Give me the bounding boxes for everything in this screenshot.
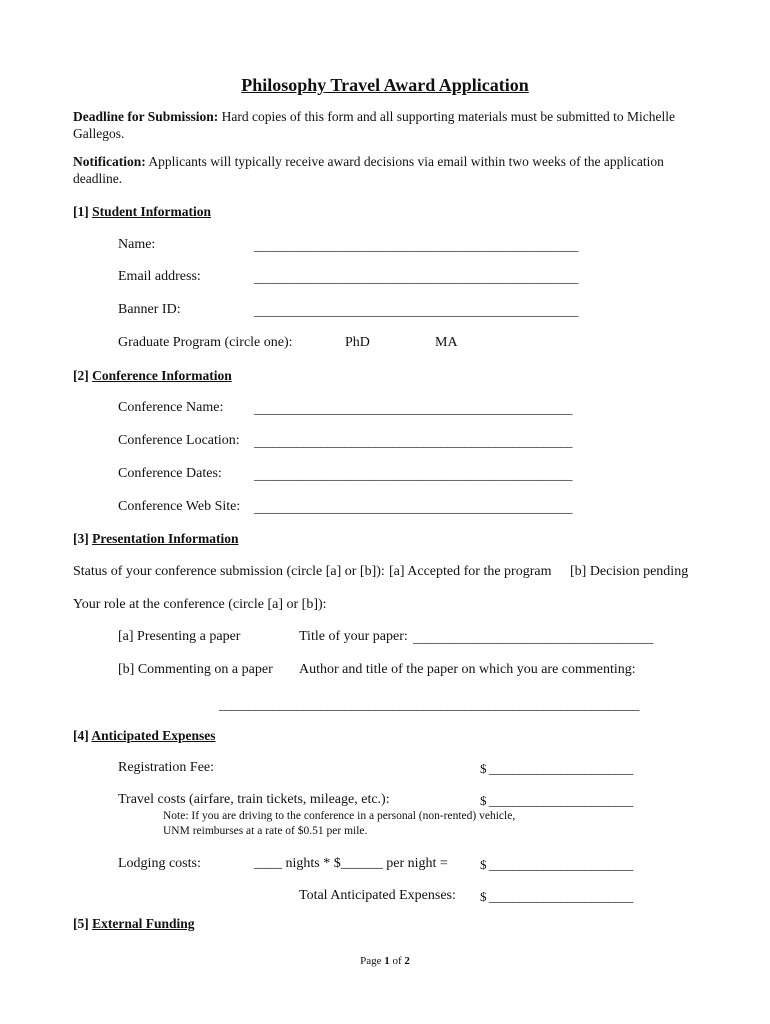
conference-website-label: Conference Web Site: — [118, 499, 241, 514]
section-1-title: Student Information — [92, 204, 212, 219]
section-1-heading — [73, 204, 211, 220]
submission-status-label: Status of your conference submission (circle [a] or [b]): — [73, 564, 385, 579]
section-2-title: Conference Information — [92, 368, 232, 383]
lodging-costs-field[interactable]: $ ________________________ — [480, 857, 633, 872]
notification-paragraph — [73, 153, 705, 187]
deadline-paragraph — [73, 108, 705, 142]
commented-paper-label: Author and title of the paper on which you are commenting: — [299, 662, 636, 677]
mileage-note: Note: If you are driving to the conference in a personal (non-rented) vehicle, UNM reimburses at a rate of $0.51 per mile. — [163, 810, 516, 837]
program-option-phd[interactable]: PhD — [345, 335, 370, 350]
section-5-number: [5] — [73, 916, 89, 931]
section-3-title: Presentation Information — [92, 531, 239, 546]
status-option-pending[interactable]: [b] Decision pending — [570, 564, 689, 579]
travel-costs-field[interactable]: $ ________________________ — [480, 793, 633, 808]
lodging-formula-field[interactable]: ____ nights * $______ per night = — [254, 856, 448, 871]
section-3-number: [3] — [73, 531, 89, 546]
footer-page-number: 1 — [384, 955, 390, 967]
section-3-heading — [73, 531, 239, 547]
conference-dates-field[interactable]: _____________________________________________________ — [254, 467, 572, 482]
email-label: Email address: — [118, 269, 201, 284]
conference-role-label: Your role at the conference (circle [a] or [b]): — [73, 597, 327, 612]
section-4-heading — [73, 728, 216, 744]
conference-location-label: Conference Location: — [118, 433, 240, 448]
lodging-costs-label: Lodging costs: — [118, 856, 201, 871]
commented-paper-field[interactable]: ______________________________________________________________________ — [219, 697, 639, 712]
deadline-label: Deadline for Submission: — [73, 109, 219, 124]
conference-dates-label: Conference Dates: — [118, 466, 222, 481]
footer-of-word: of — [392, 955, 402, 967]
travel-costs-label: Travel costs (airfare, train tickets, mileage, etc.): — [118, 792, 390, 807]
role-option-presenting[interactable]: [a] Presenting a paper — [118, 629, 241, 644]
section-1-number: [1] — [73, 204, 89, 219]
paper-title-label: Title of your paper: — [299, 629, 408, 644]
conference-location-field[interactable]: _____________________________________________________ — [254, 434, 572, 449]
total-expenses-field[interactable]: $ ________________________ — [480, 889, 633, 904]
banner-id-label: Banner ID: — [118, 302, 181, 317]
total-expenses-label: Total Anticipated Expenses: — [299, 888, 456, 903]
section-2-heading — [73, 368, 232, 384]
page-title: Philosophy Travel Award Application — [241, 75, 529, 95]
name-field[interactable]: ______________________________________________________ — [254, 238, 578, 253]
section-4-title: Anticipated Expenses — [91, 728, 216, 743]
footer-page-word: Page — [360, 955, 382, 967]
deadline-text: Hard copies of this form and all supporting materials must be submitted to Michelle Gallegos. — [73, 109, 675, 141]
section-4-number: [4] — [73, 728, 89, 743]
conference-name-field[interactable]: _____________________________________________________ — [254, 401, 572, 416]
footer-page-total: 2 — [404, 955, 410, 967]
section-5-title: External Funding — [92, 916, 195, 931]
notification-label: Notification: — [73, 154, 146, 169]
conference-name-label: Conference Name: — [118, 400, 224, 415]
program-option-ma[interactable]: MA — [435, 335, 458, 350]
paper-title-field[interactable]: ________________________________________ — [413, 630, 653, 645]
page-footer — [0, 955, 770, 967]
role-option-commenting[interactable]: [b] Commenting on a paper — [118, 662, 273, 677]
graduate-program-label: Graduate Program (circle one): — [118, 335, 293, 350]
email-field[interactable]: ______________________________________________________ — [254, 270, 578, 285]
registration-fee-field[interactable]: $ ________________________ — [480, 761, 633, 776]
registration-fee-label: Registration Fee: — [118, 760, 215, 775]
name-label: Name: — [118, 237, 156, 252]
notification-text: Applicants will typically receive award decisions via email within two weeks of the application deadline. — [73, 154, 664, 186]
banner-id-field[interactable]: ______________________________________________________ — [254, 303, 578, 318]
status-option-accepted[interactable]: [a] Accepted for the program — [389, 564, 552, 579]
section-5-heading — [73, 916, 195, 932]
section-2-number: [2] — [73, 368, 89, 383]
conference-website-field[interactable]: _____________________________________________________ — [254, 500, 572, 515]
